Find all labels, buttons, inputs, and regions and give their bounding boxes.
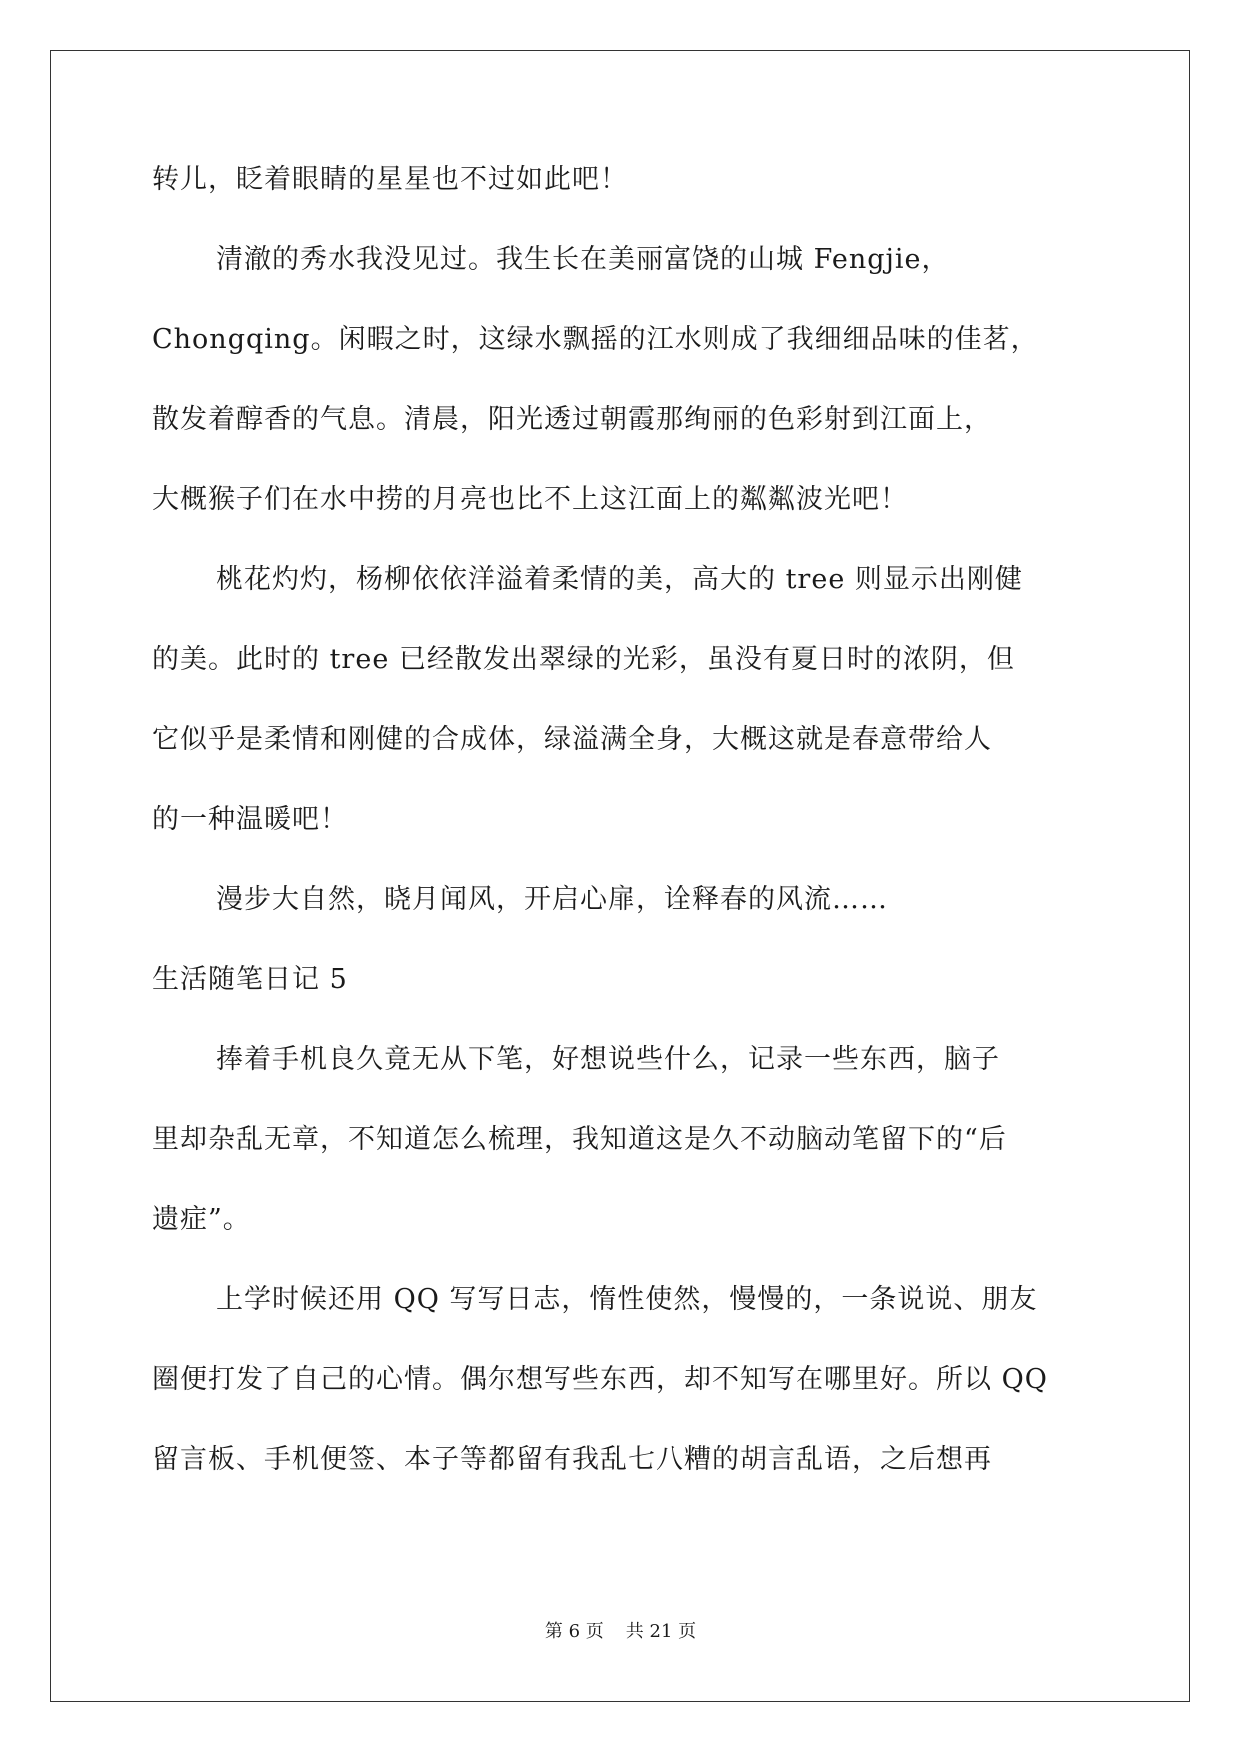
page-total: 共 21 页: [625, 1621, 697, 1642]
text-line: 转儿，眨着眼睛的星星也不过如此吧！: [152, 164, 628, 195]
section-heading: 生活随笔日记 5: [152, 964, 348, 995]
text-line: 清澈的秀水我没见过。我生长在美丽富饶的山城 Fengjie，: [216, 244, 950, 275]
page-footer: [0, 1620, 1241, 1644]
text-line: 里却杂乱无章，不知道怎么梳理，我知道这是久不动脑动笔留下的“后: [152, 1124, 1007, 1155]
text-line: 捧着手机良久竟无从下笔，好想说些什么，记录一些东西，脑子: [216, 1044, 1000, 1075]
text-line: Chongqing。闲暇之时，这绿水飘摇的江水则成了我细细品味的佳茗，: [152, 324, 1039, 355]
page-number: 第 6 页: [544, 1621, 604, 1642]
text-line: 桃花灼灼，杨柳依依洋溢着柔情的美，高大的 tree 则显示出刚健: [216, 564, 1023, 595]
text-line: 圈便打发了自己的心情。偶尔想写些东西，却不知写在哪里好。所以 QQ: [152, 1364, 1048, 1395]
text-line: 大概猴子们在水中捞的月亮也比不上这江面上的粼粼波光吧！: [152, 484, 908, 515]
text-line: 的美。此时的 tree 已经散发出翠绿的光彩，虽没有夏日时的浓阴，但: [152, 644, 1015, 675]
text-line: 上学时候还用 QQ 写写日志，惰性使然，慢慢的，一条说说、朋友: [216, 1284, 1038, 1315]
text-line: 散发着醇香的气息。清晨，阳光透过朝霞那绚丽的色彩射到江面上，: [152, 404, 992, 435]
text-line: 的一种温暖吧！: [152, 804, 348, 835]
text-line: 它似乎是柔情和刚健的合成体，绿溢满全身，大概这就是春意带给人: [152, 724, 992, 755]
text-line: 漫步大自然，晓月闻风，开启心扉，诠释春的风流……: [216, 884, 888, 915]
text-line: 留言板、手机便签、本子等都留有我乱七八糟的胡言乱语，之后想再: [152, 1444, 992, 1475]
text-line: 遗症”。: [152, 1204, 251, 1235]
